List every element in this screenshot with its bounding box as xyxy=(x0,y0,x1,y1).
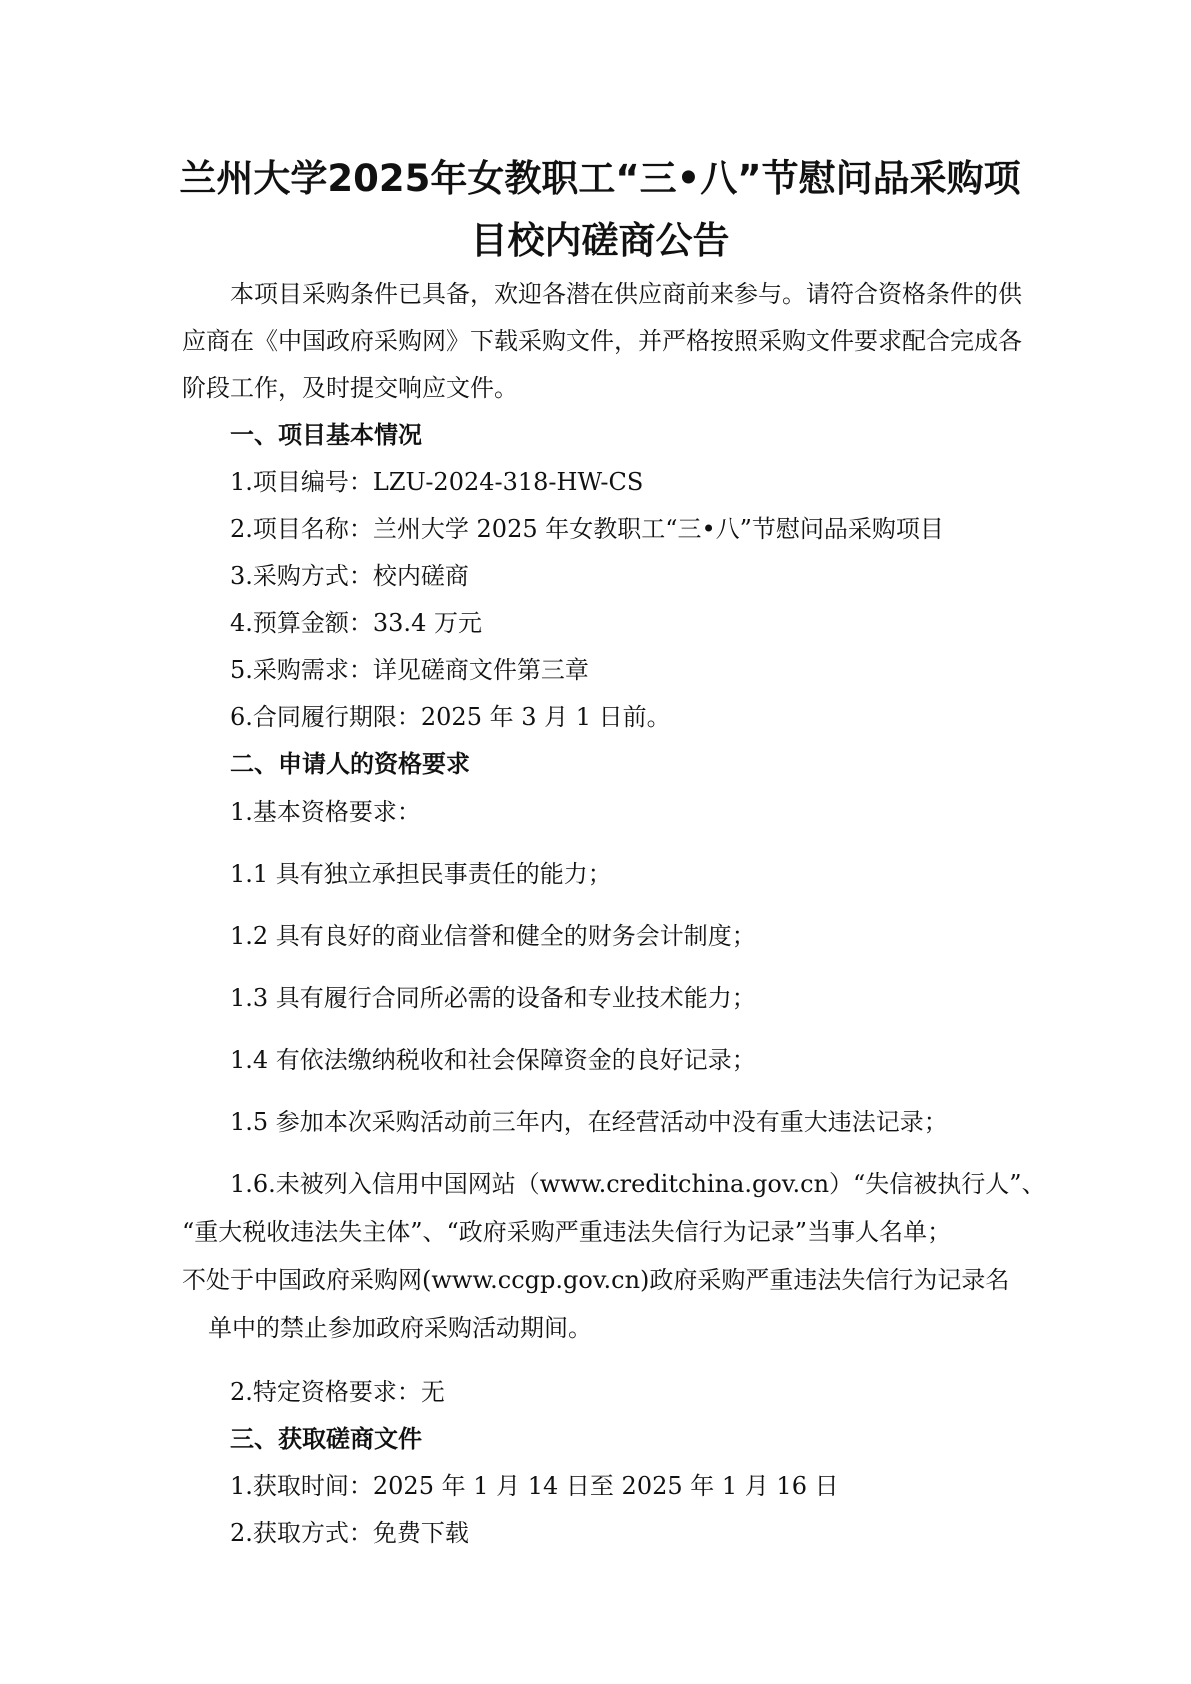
document-title-line-1: 兰州大学2025年女教职工“三•八”节慰问品采购项 xyxy=(179,157,1021,200)
contract-period: 6.合同履行期限：2025 年 3 月 1 日前。 xyxy=(230,703,671,731)
qualification-item-1-6-line-2: “重大税收违法失主体”、“政府采购严重违法失信行为记录”当事人名单； xyxy=(182,1218,952,1246)
project-number: 1.项目编号：LZU-2024-318-HW-CS xyxy=(230,468,644,496)
qualification-item-1-5: 1.5 参加本次采购活动前三年内，在经营活动中没有重大违法记录； xyxy=(230,1108,948,1136)
qualification-item-1-6-line-3: 不处于中国政府采购网(www.ccgp.gov.cn)政府采购严重违法失信行为记录名 xyxy=(182,1266,1010,1294)
document-title-line-2: 目校内磋商公告 xyxy=(470,219,730,262)
qualification-item-1-4: 1.4 有依法缴纳税收和社会保障资金的良好记录； xyxy=(230,1046,756,1074)
qualification-item-1-3: 1.3 具有履行合同所必需的设备和专业技术能力； xyxy=(230,984,756,1012)
procurement-method: 3.采购方式：校内磋商 xyxy=(230,562,469,590)
intro-line-1: 本项目采购条件已具备，欢迎各潜在供应商前来参与。请符合资格条件的供 xyxy=(230,280,1022,308)
qualification-item-1-2: 1.2 具有良好的商业信誉和健全的财务会计制度； xyxy=(230,922,756,950)
qualification-item-1-6-line-4: 单中的禁止参加政府采购活动期间。 xyxy=(208,1314,592,1342)
intro-line-2: 应商在《中国政府采购网》下载采购文件，并严格按照采购文件要求配合完成各 xyxy=(182,327,1022,355)
section-3-heading: 三、获取磋商文件 xyxy=(230,1425,422,1453)
qualification-item-1-6-line-1: 1.6.未被列入信用中国网站（www.creditchina.gov.cn）“失信被执行人”、 xyxy=(230,1170,1046,1198)
acquisition-time: 1.获取时间：2025 年 1 月 14 日至 2025 年 1 月 16 日 xyxy=(230,1472,839,1500)
budget-amount: 4.预算金额：33.4 万元 xyxy=(230,609,482,637)
section-2-heading: 二、申请人的资格要求 xyxy=(230,750,470,778)
qualification-item-1-1: 1.1 具有独立承担民事责任的能力； xyxy=(230,860,612,888)
basic-qualification-label: 1.基本资格要求： xyxy=(230,798,421,826)
project-name: 2.项目名称：兰州大学 2025 年女教职工“三•八”节慰问品采购项目 xyxy=(230,515,944,543)
special-qualification: 2.特定资格要求：无 xyxy=(230,1378,445,1406)
procurement-requirements: 5.采购需求：详见磋商文件第三章 xyxy=(230,656,589,684)
acquisition-method: 2.获取方式：免费下载 xyxy=(230,1519,469,1547)
intro-line-3: 阶段工作，及时提交响应文件。 xyxy=(182,374,518,402)
section-1-heading: 一、项目基本情况 xyxy=(230,421,422,449)
